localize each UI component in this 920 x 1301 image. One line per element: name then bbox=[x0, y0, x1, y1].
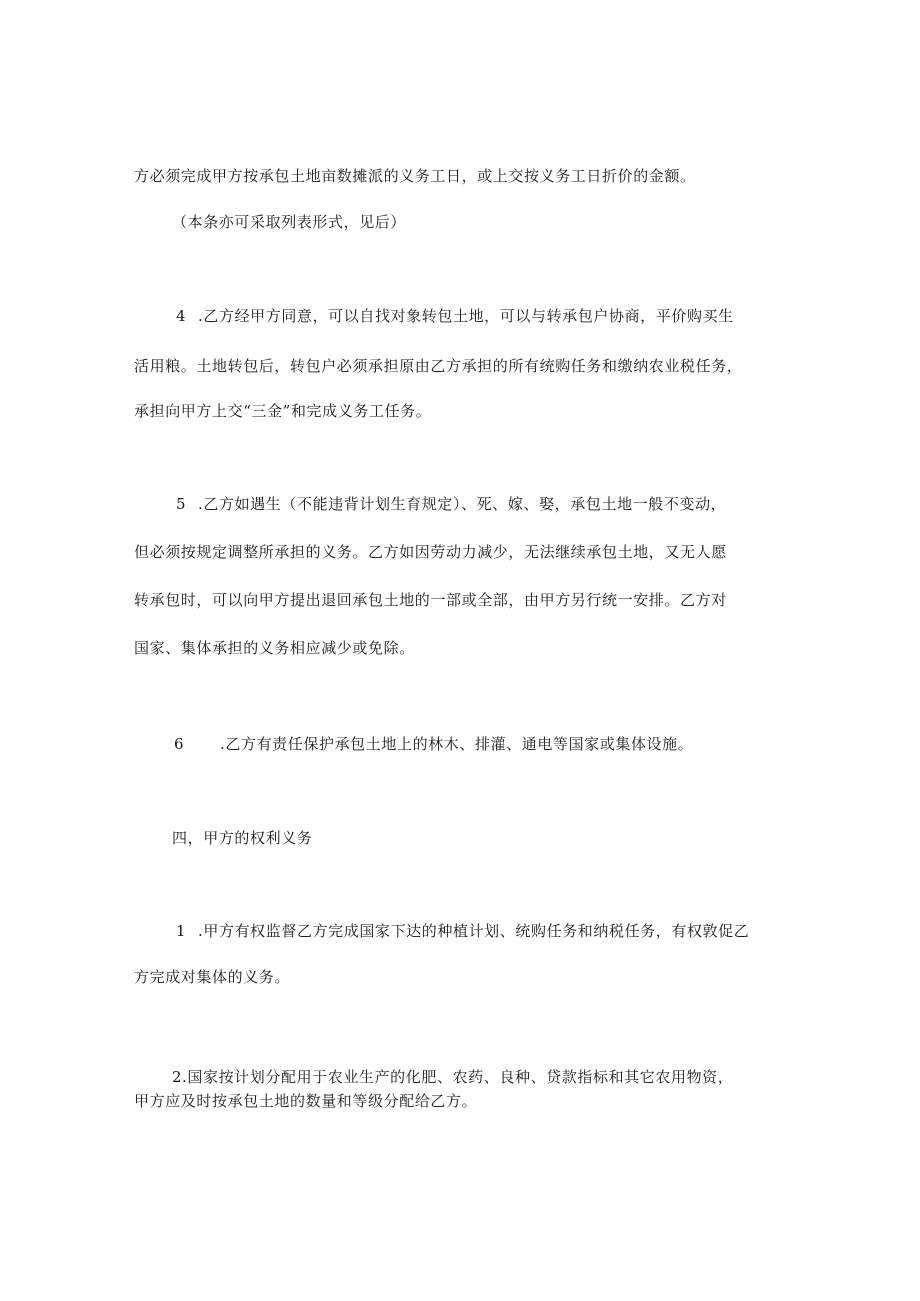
intro-note: （本条亦可采取列表形式，见后） bbox=[172, 213, 407, 231]
clause-4-number: 4 bbox=[176, 307, 187, 325]
clause-6-number: 6 bbox=[174, 735, 185, 753]
section-4-item-1-line-2: 方完成对集体的义务。 bbox=[134, 968, 291, 986]
clause-4-text-1: .乙方经甲方同意，可以自找对象转包土地，可以与转承包户协商，平价购买生 bbox=[198, 307, 734, 325]
section-4-item-2-line-1 bbox=[172, 1067, 733, 1087]
section-4-item-1-text-1: .甲方有权监督乙方完成国家下达的种植计划、统购任务和纳税任务，有权敦促乙 bbox=[198, 922, 750, 940]
clause-4-line-3: 承担向甲方上交“三金”和完成义务工任务。 bbox=[134, 402, 432, 420]
clause-6-text-1: .乙方有责任保护承包土地上的林木、排灌、通电等国家或集体设施。 bbox=[220, 735, 694, 753]
section-4-item-2-number: 2 bbox=[172, 1068, 183, 1086]
clause-5-line-1 bbox=[176, 494, 726, 514]
section-4-item-2-line-2: 甲方应及时按承包土地的数量和等级分配给乙方。 bbox=[134, 1092, 478, 1110]
clause-5-line-4: 国家、集体承担的义务相应减少或免除。 bbox=[134, 639, 415, 657]
section-4-heading: 四，甲方的权利义务 bbox=[172, 829, 313, 847]
clause-5-text-1: .乙方如遇生（不能违背计划生育规定）、死、嫁、娶，承包土地一般不变动， bbox=[198, 495, 727, 513]
intro-line-1: 方必须完成甲方按承包土地亩数摊派的义务工日，或上交按义务工日折价的金额。 bbox=[134, 167, 696, 185]
clause-5-number: 5 bbox=[176, 495, 187, 513]
section-4-item-2-text-1: .国家按计划分配用于农业生产的化肥、农药、良种、贷款指标和其它农用物资， bbox=[182, 1068, 734, 1086]
clause-6-line-1 bbox=[174, 734, 693, 754]
clause-4-line-1 bbox=[176, 306, 734, 326]
clause-4-line-2: 活用粮。土地转包后，转包户必须承担原由乙方承担的所有统购任务和缴纳农业税任务， bbox=[134, 357, 743, 375]
clause-5-line-2: 但必须按规定调整所承担的义务。乙方如因劳动力减少，无法继续承包土地，又无人愿 bbox=[134, 543, 727, 561]
clause-5-line-3: 转承包时，可以向甲方提出退回承包土地的一部或全部，由甲方另行统一安排。乙方对 bbox=[134, 591, 727, 609]
section-4-item-1-line-1 bbox=[176, 921, 749, 941]
section-4-item-1-number: 1 bbox=[176, 922, 187, 940]
